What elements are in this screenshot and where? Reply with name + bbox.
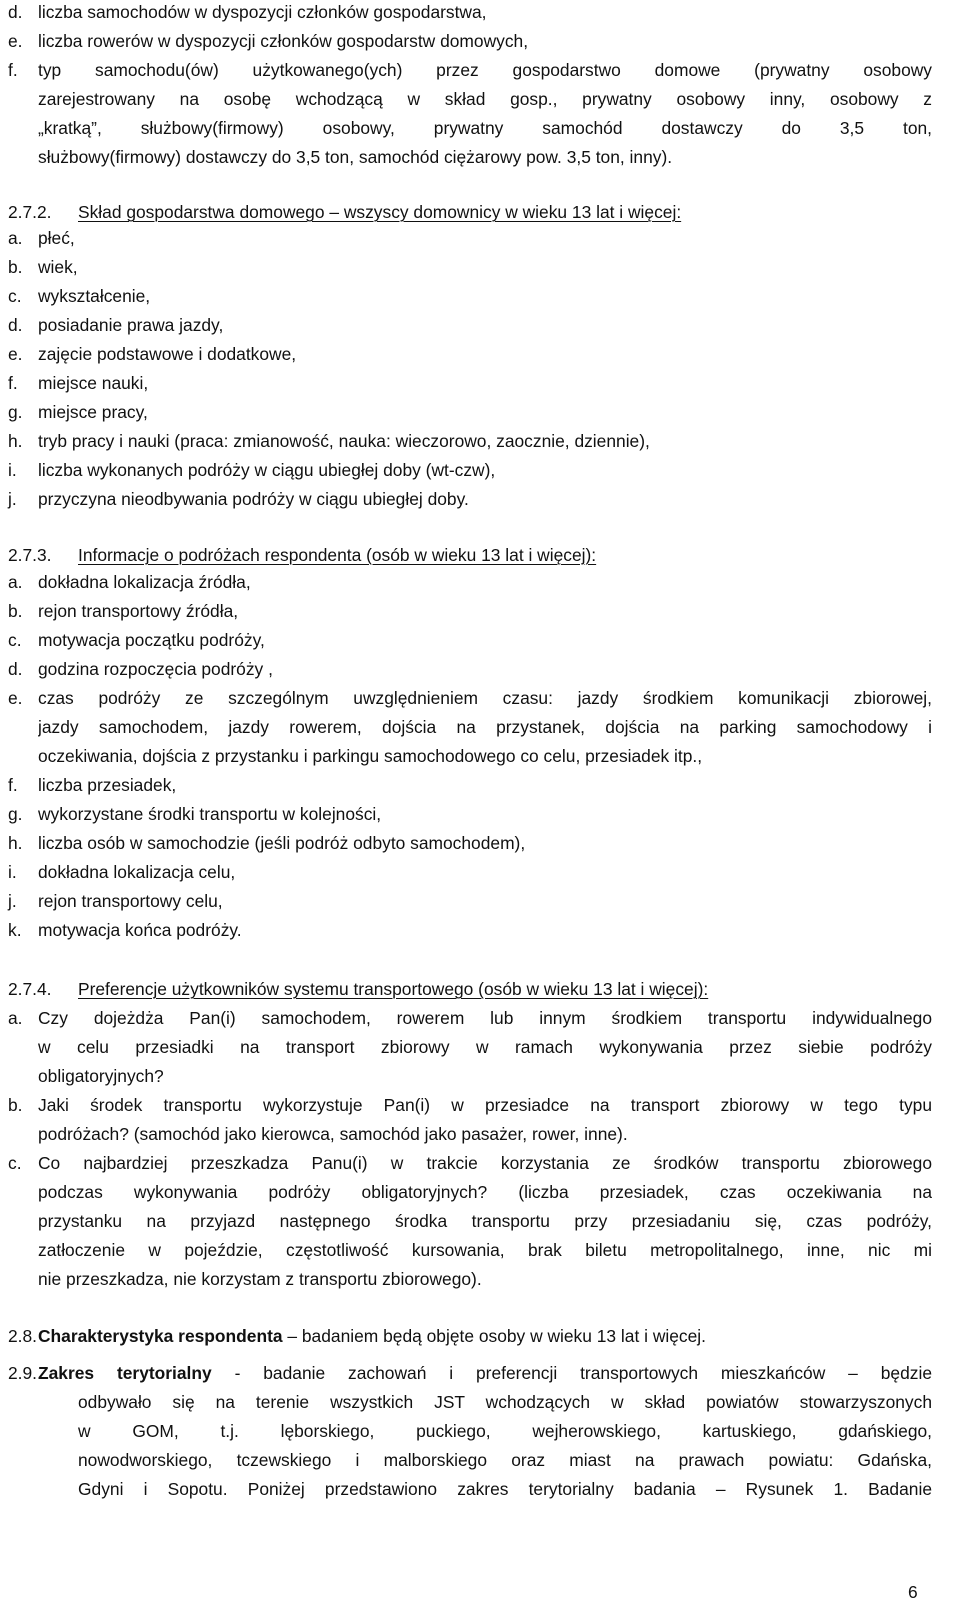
list-marker: e.	[8, 344, 23, 364]
list-marker: i.	[8, 862, 17, 882]
list-item-line: typ samochodu(ów) użytkowanego(ych) przez gospodarstwo domowe (prywatny osobowy	[38, 60, 932, 80]
list-item: dokładna lokalizacja źródła,	[38, 572, 251, 592]
list-marker: c.	[8, 1153, 22, 1173]
list-item-line: w celu przesiadki na transport zbiorowy w ramach wykonywania przez siebie podróży	[38, 1037, 932, 1057]
list-item: wiek,	[38, 257, 78, 277]
section-paragraph-line	[38, 1359, 932, 1388]
list-item: miejsce pracy,	[38, 402, 148, 422]
section-paragraph-line: Gdyni i Sopotu. Poniżej przedstawiono zakres terytorialny badania – Rysunek 1. Badanie	[78, 1479, 932, 1499]
list-item-line: Co najbardziej przeszkadza Panu(i) w trakcie korzystania ze środków transportu zbiorowego	[38, 1153, 932, 1173]
section-number: 2.7.2.	[8, 202, 52, 222]
list-item: motywacja końca podróży.	[38, 920, 242, 940]
list-item: godzina rozpoczęcia podróży ,	[38, 659, 273, 679]
section-paragraph-line: w GOM, t.j. lęborskiego, puckiego, wejherowskiego, kartuskiego, gdańskiego,	[78, 1421, 932, 1441]
list-item-line: służbowy(firmowy) dostawczy do 3,5 ton, samochód ciężarowy pow. 3,5 ton, inny).	[38, 147, 673, 167]
list-item: wykształcenie,	[38, 286, 151, 306]
list-marker: b.	[8, 601, 23, 621]
section-number: 2.8.	[8, 1326, 38, 1346]
page-number: 6	[908, 1582, 918, 1602]
section-paragraph-line: nowodworskiego, tczewskiego i malborskiego oraz miast na prawach powiatu: Gdańska,	[78, 1450, 932, 1470]
list-marker: c.	[8, 286, 22, 306]
list-item: motywacja początku podróży,	[38, 630, 265, 650]
list-item-line: zatłoczenie w pojeździe, częstotliwość kursowania, brak biletu metropolitalnego, inne, nic mi	[38, 1240, 932, 1260]
section-term: Zakres terytorialny	[38, 1363, 212, 1383]
section-paragraph-line: odbywało się na terenie wszystkich JST wchodzących w skład powiatów stowarzyszonych	[78, 1392, 932, 1412]
list-marker: j.	[8, 489, 17, 509]
section-number: 2.7.3.	[8, 545, 52, 565]
list-marker: a.	[8, 228, 23, 248]
list-item: wykorzystane środki transportu w kolejności,	[38, 804, 382, 824]
list-item: przyczyna nieodbywania podróży w ciągu ubiegłej doby.	[38, 489, 469, 509]
list-marker: a.	[8, 572, 23, 592]
list-marker: c.	[8, 630, 22, 650]
list-marker: d.	[8, 659, 23, 679]
list-marker: e.	[8, 31, 23, 51]
section-heading: Skład gospodarstwa domowego – wszyscy domownicy w wieku 13 lat i więcej:	[78, 202, 682, 222]
list-item: płeć,	[38, 228, 75, 248]
list-item-line: „kratką”, służbowy(firmowy) osobowy, prywatny samochód dostawczy do 3,5 ton,	[38, 118, 932, 138]
list-item-line: zarejestrowany na osobę wchodzącą w skład gosp., prywatny osobowy inny, osobowy z	[38, 89, 932, 109]
section-paragraph	[38, 1322, 706, 1351]
list-marker: b.	[8, 257, 23, 277]
section-heading: Preferencje użytkowników systemu transportowego (osób w wieku 13 lat i więcej):	[78, 979, 709, 999]
list-item: dokładna lokalizacja celu,	[38, 862, 236, 882]
list-marker: a.	[8, 1008, 23, 1028]
list-item: rejon transportowy źródła,	[38, 601, 239, 621]
section-term: Charakterystyka respondenta	[38, 1326, 283, 1346]
list-marker: b.	[8, 1095, 23, 1115]
list-marker: d.	[8, 2, 23, 22]
list-item-line: czas podróży ze szczególnym uwzględnieniem czasu: jazdy środkiem komunikacji zbiorowej,	[38, 688, 932, 708]
list-marker: i.	[8, 460, 17, 480]
list-item: liczba przesiadek,	[38, 775, 177, 795]
section-number: 2.9.	[8, 1363, 38, 1383]
list-item: liczba wykonanych podróży w ciągu ubiegłej doby (wt-czw),	[38, 460, 496, 480]
list-marker: d.	[8, 315, 23, 335]
list-marker: f.	[8, 775, 18, 795]
list-item: tryb pracy i nauki (praca: zmianowość, nauka: wieczorowo, zaocznie, dziennie),	[38, 431, 650, 451]
list-item-line: przystanku na przyjazd następnego środka transportu przy przesiadaniu się, czas podróży,	[38, 1211, 932, 1231]
list-marker: j.	[8, 891, 17, 911]
list-item-line: podczas wykonywania podróży obligatoryjnych? (liczba przesiadek, czas oczekiwania na	[38, 1182, 932, 1202]
list-item-line: oczekiwania, dojścia z przystanku i parkingu samochodowego co celu, przesiadek itp.,	[38, 746, 703, 766]
list-marker: f.	[8, 373, 18, 393]
section-text: - badanie zachowań i preferencji transportowych mieszkańców – będzie	[211, 1363, 932, 1383]
list-item: liczba osób w samochodzie (jeśli podróż odbyto samochodem),	[38, 833, 526, 853]
list-item-line: obligatoryjnych?	[38, 1066, 164, 1086]
list-item: zajęcie podstawowe i dodatkowe,	[38, 344, 297, 364]
list-item-line: jazdy samochodem, jazdy rowerem, dojścia na przystanek, dojścia na parking samochodowy i	[38, 717, 932, 737]
list-item: miejsce nauki,	[38, 373, 149, 393]
section-heading: Informacje o podróżach respondenta (osób w wieku 13 lat i więcej):	[78, 545, 597, 565]
list-marker: g.	[8, 402, 23, 422]
list-item: liczba samochodów w dyspozycji członków gospodarstwa,	[38, 2, 487, 22]
list-marker: g.	[8, 804, 23, 824]
list-item-line: nie przeszkadza, nie korzystam z transportu zbiorowego).	[38, 1269, 482, 1289]
list-item: posiadanie prawa jazdy,	[38, 315, 224, 335]
list-item-line: Czy dojeżdża Pan(i) samochodem, rowerem lub innym środkiem transportu indywidualnego	[38, 1008, 932, 1028]
list-item: liczba rowerów w dyspozycji członków gospodarstw domowych,	[38, 31, 529, 51]
list-marker: k.	[8, 920, 22, 940]
list-item-line: Jaki środek transportu wykorzystuje Pan(i) w przesiadce na transport zbiorowy w tego typu	[38, 1095, 932, 1115]
list-item-line: podróżach? (samochód jako kierowca, samochód jako pasażer, rower, inne).	[38, 1124, 628, 1144]
list-marker: f.	[8, 60, 18, 80]
list-item: rejon transportowy celu,	[38, 891, 223, 911]
section-number: 2.7.4.	[8, 979, 52, 999]
section-text: – badaniem będą objęte osoby w wieku 13 lat i więcej.	[282, 1326, 706, 1346]
list-marker: h.	[8, 431, 23, 451]
list-marker: h.	[8, 833, 23, 853]
list-marker: e.	[8, 688, 23, 708]
